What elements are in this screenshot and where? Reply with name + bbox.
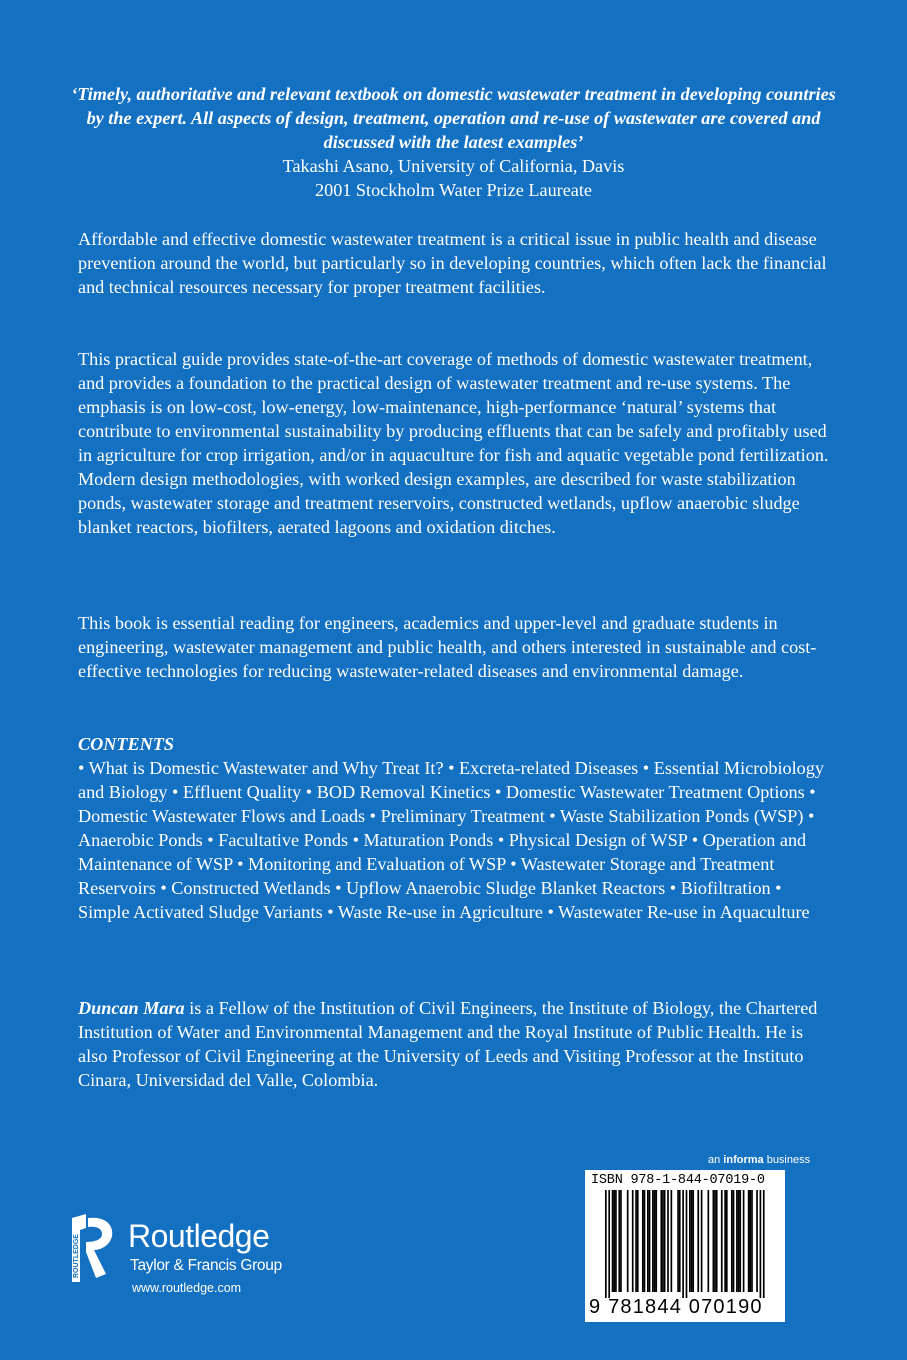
- barcode-bar: [605, 1190, 607, 1298]
- barcode-bar: [724, 1190, 726, 1292]
- author-bio: [78, 996, 830, 1092]
- barcode-bar: [731, 1190, 733, 1292]
- barcode-bar: [615, 1190, 617, 1292]
- quote-attribution-name: Takashi Asano, University of California, Davis: [282, 156, 625, 176]
- publisher-name: Routledge: [128, 1218, 270, 1254]
- endorsement-quote: [70, 82, 837, 202]
- barcode-bar: [743, 1190, 745, 1292]
- logo-vertical-text: ROUTLEDGE: [73, 1234, 80, 1278]
- barcode-bar: [654, 1190, 656, 1292]
- barcode-bar: [763, 1190, 765, 1298]
- barcode-bar: [721, 1190, 723, 1292]
- barcode-bar: [756, 1190, 758, 1292]
- barcode-bar: [738, 1190, 740, 1292]
- barcode-bar: [748, 1190, 750, 1292]
- barcode-bar: [632, 1190, 634, 1292]
- informa-brand: informa: [723, 1154, 764, 1166]
- barcode-bar: [716, 1190, 718, 1292]
- barcode-bar: [726, 1190, 728, 1292]
- publisher-group: Taylor & Francis Group: [130, 1257, 282, 1274]
- barcode-bar: [751, 1190, 753, 1292]
- barcode-bar: [671, 1190, 673, 1292]
- informa-suffix: business: [763, 1154, 811, 1166]
- barcode-bar: [707, 1190, 709, 1292]
- barcode-bar: [701, 1190, 703, 1292]
- contents-list: • What is Domestic Wastewater and Why Treat It? • Excreta-related Diseases • Essential Microbiology and Biology • Effluent Quality • BOD Removal Kinetics • Domestic Wastewater Treatment Options • Domestic Wastewater Flows and Loads • Preliminary Treatment • Waste Stabilization Ponds (WSP) • Anaerobic Ponds • Facultative Ponds • Maturation Ponds • Physical Design of WSP • Operation and Maintenance of WSP • Monitoring and Evaluation of WSP • Wastewater Storage and Treatment Reservoirs • Constructed Wetlands • Upflow Anaerobic Sludge Blanket Reactors • Biofiltration • Simple Activated Sludge Variants • Waste Re-use in Agriculture • Wastewater Re-use in Aquaculture: [78, 758, 824, 922]
- barcode-bar: [749, 1190, 751, 1292]
- barcode-bar: [733, 1190, 735, 1292]
- barcode-bar: [608, 1190, 610, 1298]
- barcode-bar: [664, 1190, 666, 1292]
- barcode-bar: [627, 1190, 629, 1292]
- barcode-bars: [585, 1190, 785, 1298]
- barcode-bar: [635, 1190, 637, 1292]
- barcode-bar: [697, 1190, 699, 1292]
- barcode-bar: [642, 1190, 644, 1292]
- barcode-bar: [760, 1190, 762, 1298]
- barcode-bar: [692, 1190, 694, 1292]
- barcode-bar: [686, 1190, 688, 1298]
- description-paragraph-3: This book is essential reading for engineers, academics and upper-level and graduate students in engineering, wastewater management and public health, and others interested in sustainable and cost-effective technologies for reducing wastewater-related diseases and environmental damage.: [78, 613, 817, 681]
- barcode-bar: [677, 1190, 679, 1292]
- barcode-bar: [649, 1190, 651, 1292]
- quote-text: ‘Timely, authoritative and relevant textbook on domestic wastewater treatment in developing countries by the expert. All aspects of design, treatment, operation and re-use of wastewater are covered and discussed with the latest examples’: [71, 84, 836, 152]
- barcode-bar: [652, 1190, 654, 1292]
- description-paragraph-1: Affordable and effective domestic wastewater treatment is a critical issue in public health and disease prevention around the world, but particularly so in developing countries, which often lack the financial and technical resources necessary for proper treatment facilities.: [78, 229, 827, 297]
- barcode-bar: [613, 1190, 615, 1292]
- barcode-bar: [714, 1190, 716, 1292]
- barcode-bar: [691, 1190, 693, 1292]
- publisher-logo: [70, 1212, 330, 1302]
- author-bio-text: is a Fellow of the Institution of Civil Engineers, the Institute of Biology, the Chartered Institution of Water and Environmental Management and the Royal Institute of Public Health. He is also Professor of Civil Engineering at the University of Leeds and Visiting Professor at the Instituto Cinara, Universidad del Valle, Colombia.: [78, 998, 818, 1090]
- contents-section: [78, 732, 830, 924]
- informa-tagline: [708, 1154, 810, 1167]
- author-name: Duncan Mara: [78, 998, 185, 1018]
- quote-attribution-title: 2001 Stockholm Water Prize Laureate: [315, 180, 592, 200]
- barcode-bar: [644, 1190, 646, 1292]
- barcode-bar: [667, 1190, 669, 1292]
- description-paragraph-2: This practical guide provides state-of-the-art coverage of methods of domestic wastewater treatment, and provides a foundation to the practical design of wastewater treatment and re-use systems. The emphasis is on low-cost, low-energy, low-maintenance, high-performance ‘natural’ systems that contribute to environmental sustainability by producing effluents that can be safely and profitably used in agriculture for crop irrigation, and/or in aquaculture for fish and aquatic vegetable pond fertilization. Modern design methodologies, with worked design examples, are described for waste stabilization ponds, wastewater storage and treatment reservoirs, constructed wetlands, upflow anaerobic sludge blanket reactors, biofilters, aerated lagoons and oxidation ditches.: [78, 349, 829, 537]
- barcode-bar: [662, 1190, 664, 1292]
- isbn-label: ISBN 978-1-844-07019-0: [591, 1173, 765, 1188]
- barcode-bar: [682, 1190, 684, 1298]
- barcode-bar: [739, 1190, 741, 1292]
- barcode-bar: [637, 1190, 639, 1292]
- ean-digits: 9 781844 070190: [589, 1296, 763, 1318]
- barcode-bar: [679, 1190, 681, 1292]
- barcode-bar: [660, 1190, 662, 1292]
- barcode-bar: [612, 1190, 614, 1292]
- barcode-bar: [736, 1190, 738, 1292]
- informa-prefix: an: [708, 1154, 724, 1166]
- barcode-bar: [689, 1190, 691, 1292]
- isbn-barcode: [585, 1170, 785, 1322]
- publisher-url[interactable]: www.routledge.com: [132, 1281, 242, 1295]
- contents-heading: CONTENTS: [78, 734, 174, 754]
- barcode-bar: [618, 1190, 620, 1292]
- routledge-logo-icon: [70, 1212, 116, 1284]
- barcode-bar: [713, 1190, 715, 1292]
- barcode-bar: [620, 1190, 622, 1292]
- barcode-bar: [647, 1190, 649, 1292]
- barcode-bar: [655, 1190, 657, 1292]
